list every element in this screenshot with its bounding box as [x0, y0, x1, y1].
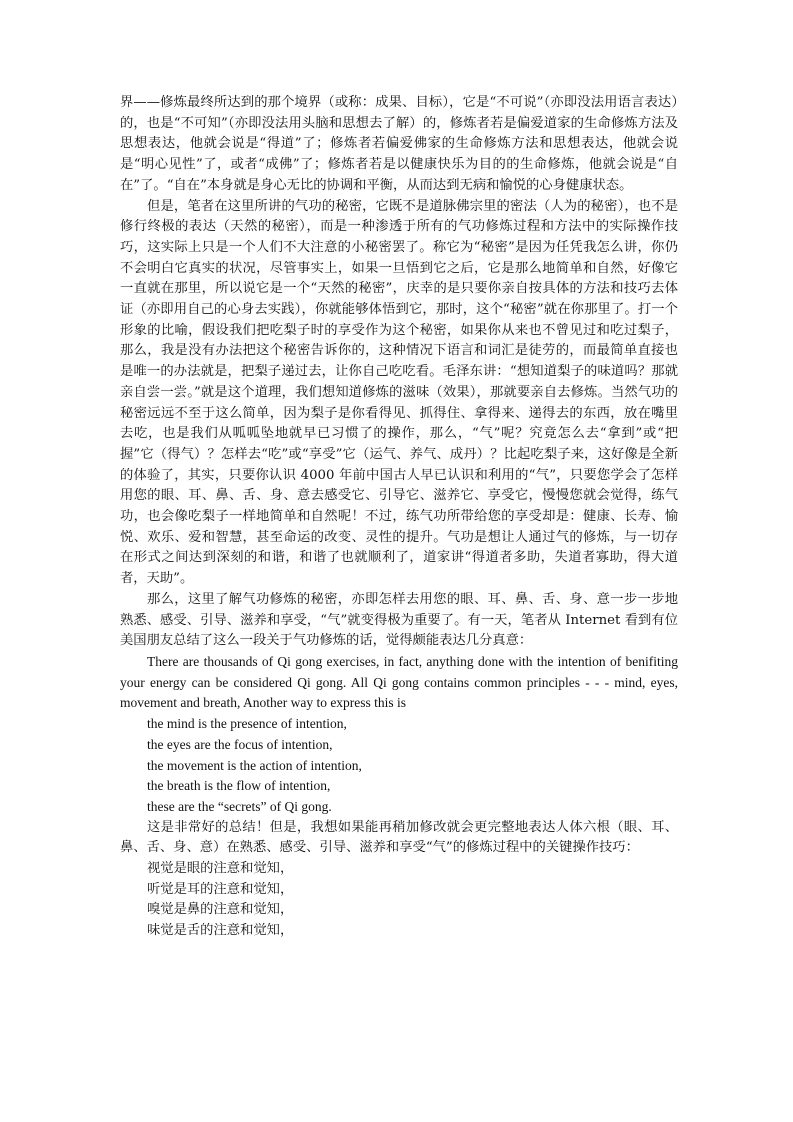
english-line: the breath is the flow of intention, [147, 778, 331, 794]
list-item: 味觉是舌的注意和觉知， [147, 923, 294, 939]
closing-paragraph: 这是非常好的总结！但是，我想如果能再稍加修改就会更完整地表达人体六根（眼、耳、鼻、舌、身、意）在熟悉、感受、引导、滋养和享受“气”的修炼过程中的关键操作技巧： [120, 819, 678, 856]
paragraph-2: 但是，笔者在这里所讲的气功的秘密，它既不是道脉佛宗里的密法（人为的秘密），也不是修行终极的表达（天然的秘密），而是一种渗透于所有的气功修炼过程和方法中的实际操作技巧，这实际上只是一个人们不大注意的小秘密罢了。称它为“秘密”是因为任凭我怎么讲，你仍不会明白它真实的状况，尽管事实上，如果一旦悟到它之后，它是那么地简单和自然，好像它一直就在那里，所以说它是一个“天然的秘密”，庆幸的是只要你亲自按具体的方法和技巧去体证（亦即用自己的心身去实践），你就能够体悟到它，那时，这个“秘密”就在你那里了。打一个形象的比喻，假设我们把吃梨子时的享受作为这个秘密，如果你从来也不曾见过和吃过梨子，那么，我是没有办法把这个秘密告诉你的，这种情况下语言和词汇是徒劳的，而最简单直接也是唯一的办法就是，把梨子递过去，让你自己吃吃看。毛泽东讲：“想知道梨子的味道吗？那就亲自尝一尝。”就是这个道理，我们想知道修炼的滋味（效果），那就要亲自去修炼。当然气功的秘密远远不至于这么简单，因为梨子是你看得见、抓得住、拿得来、递得去的东西，放在嘴里去吃，也是我们从呱呱坠地就早已习惯了的操作，那么，“气”呢？究竟怎么去“拿到”或“把握”它（得气）？怎样去“吃”或“享受”它（运气、养气、成丹）？比起吃梨子来，这好像是全新的体验了，其实，只要你认识 4000 年前中国古人早已认识和利用的“气”，只要您学会了怎样用您的眼、耳、鼻、舌、身、意去感受它、引导它、滋养它、享受它，慢慢您就会觉得，练气功，也会像吃梨子一样地简单和自然呢！不过，练气功所带给您的享受却是：健康、长寿、愉悦、欢乐、爱和智慧，甚至命运的改变、灵性的提升。气功是想让人通过气的修炼，与一切存在形式之间达到深刻的和谐，和谐了也就顺利了，道家讲“得道者多助，失道者寡助，得大道者，天助”。 [120, 198, 678, 587]
document-page [120, 93, 678, 942]
list-item: 听觉是耳的注意和觉知， [147, 881, 294, 897]
english-line: the mind is the presence of intention, [147, 716, 347, 732]
senses-list [120, 859, 678, 942]
english-line: the eyes are the focus of intention, [147, 736, 333, 752]
list-item: 视觉是眼的注意和觉知， [147, 861, 294, 877]
list-item: 嗅觉是鼻的注意和觉知， [147, 902, 294, 918]
paragraph-3: 那么，这里了解气功修炼的秘密，亦即怎样去用您的眼、耳、鼻、舌、身、意一步一步地熟悉、感受、引导、滋养和享受，“气”就变得极为重要了。有一天，笔者从 Internet 看到有位美国朋友总结了这么一段关于气功修炼的话，觉得颇能表达几分真意： [120, 591, 678, 649]
paragraph-1: 界——修炼最终所达到的那个境界（或称：成果、目标），它是“不可说”（亦即没法用语言表达）的，也是“不可知”（亦即没法用头脑和思想去了解）的，修炼者若是偏爱道家的生命修炼方法及思想表达，他就会说是“得道”了；修炼者若偏爱佛家的生命修炼方法和思想表达，他就会说是“明心见性”了，或者“成佛”了；修炼者若是以健康快乐为目的的生命修炼，他就会说是“自在”了。“自在”本身就是身心无比的协调和平衡，从而达到无病和愉悦的心身健康状态。 [120, 95, 678, 193]
english-quote [120, 652, 678, 818]
english-line: the movement is the action of intention, [147, 757, 362, 773]
english-line: these are the “secrets” of Qi gong. [147, 798, 332, 814]
english-intro: There are thousands of Qi gong exercises, in fact, anything done with the intention of benifiting your energy can be considered Qi gong. All Qi gong contains common principles - - - mind, eyes, movement and breath, Another way to express this is [120, 653, 678, 711]
